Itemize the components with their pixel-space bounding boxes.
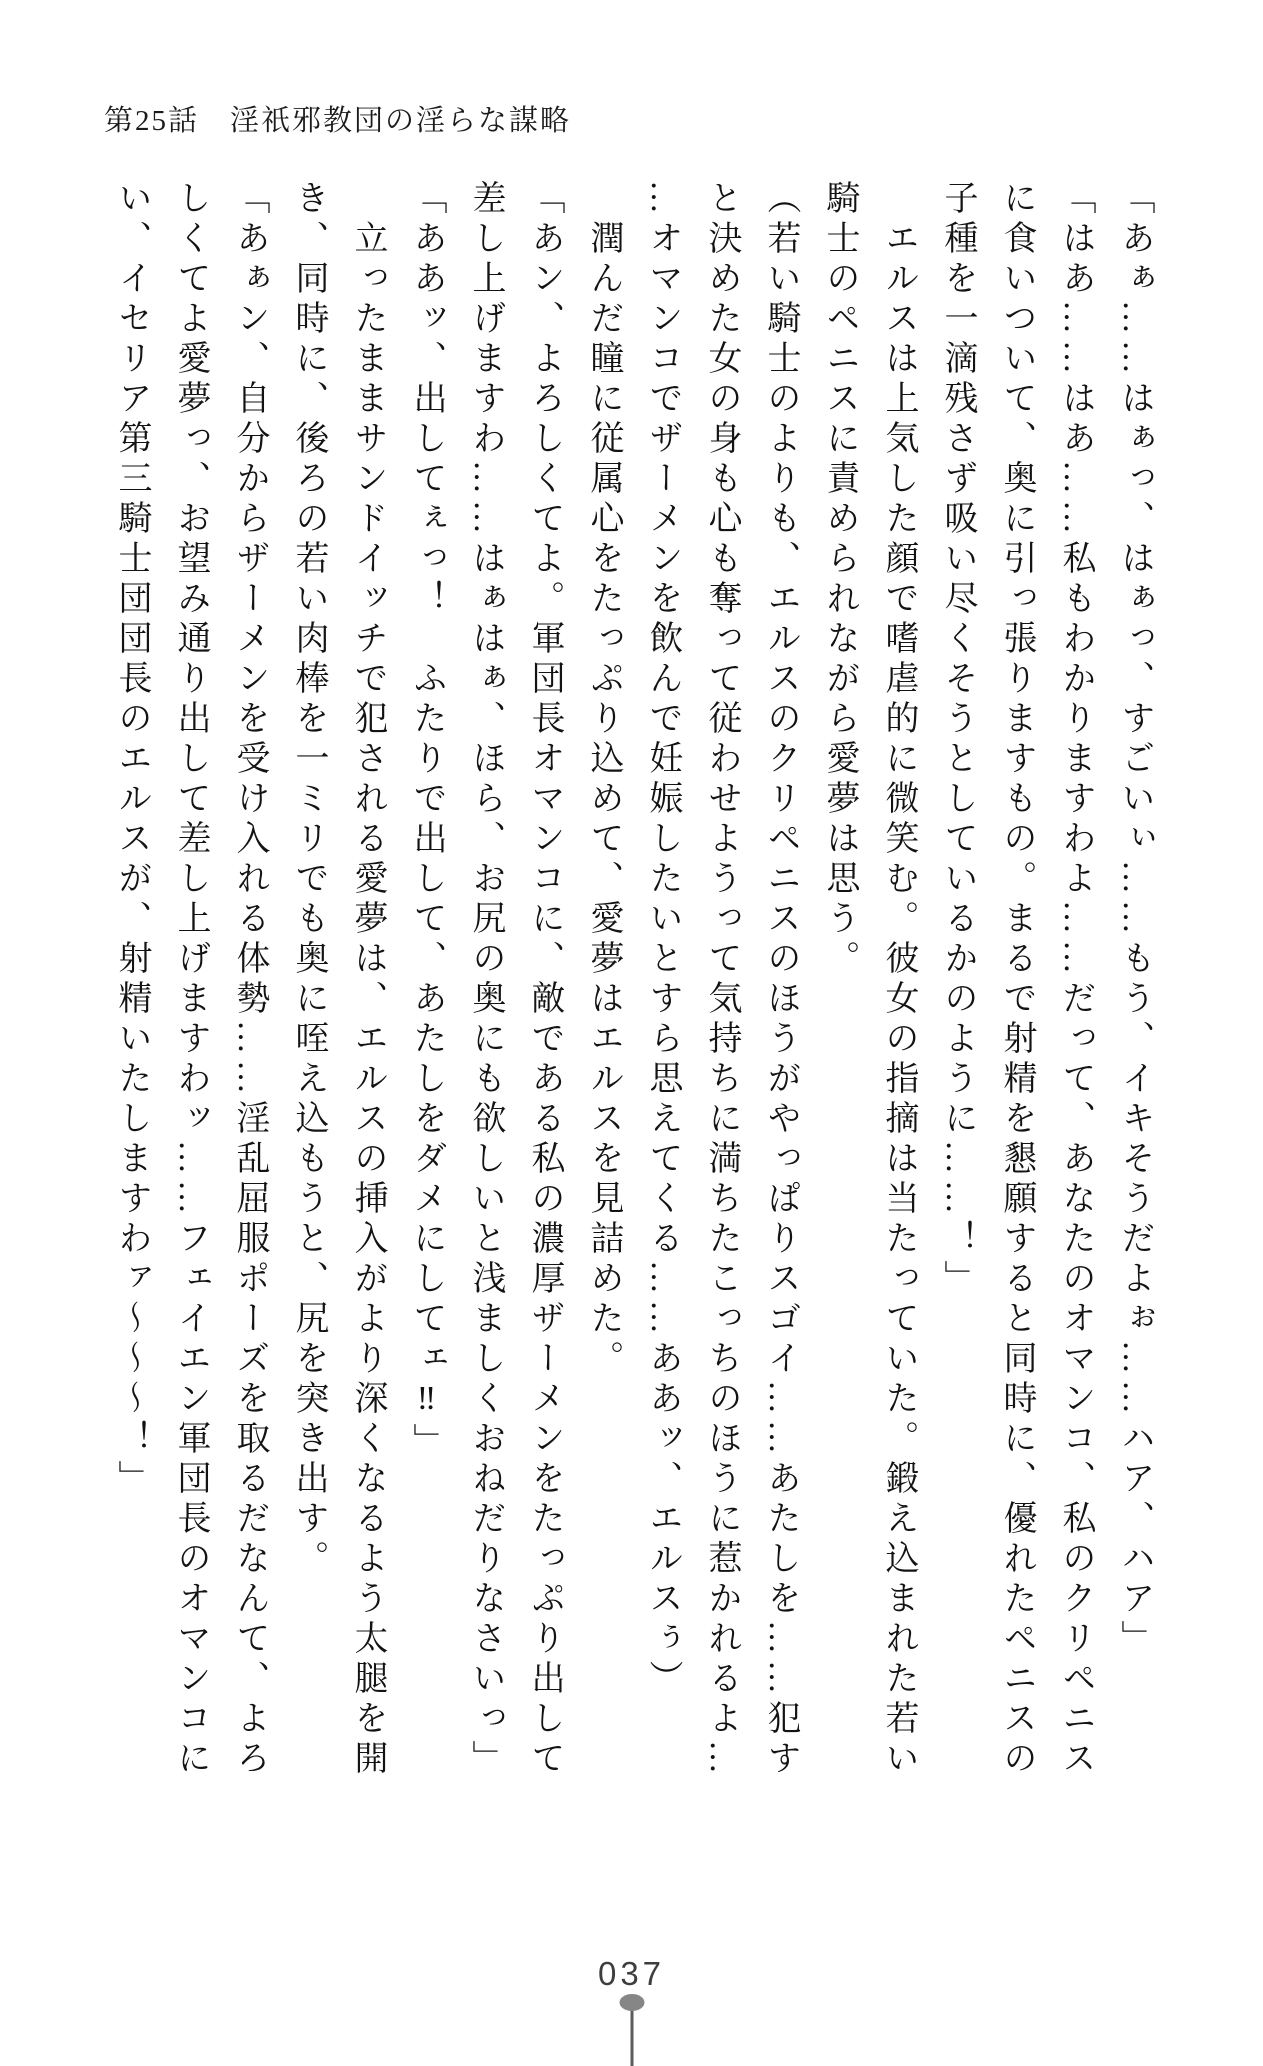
- text-column: 「あぁン、自分からザーメンを受け入れる体勢……淫乱屈服ポーズを取るだなんて、よろ: [231, 180, 268, 1780]
- text-column: 潤んだ瞳に従属心をたっぷり込めて、愛夢はエルスを見詰めた。: [585, 180, 622, 1380]
- text-column: 「あぁ……はぁっ、はぁっ、すごいぃ……もう、イキそうだよぉ……ハア、ハア」: [1116, 180, 1153, 1660]
- page-number: 037: [597, 1955, 666, 1992]
- text-column: …オマンコでザーメンを飲んで妊娠したいとすら思えてくる……ああッ、エルスぅ）: [644, 180, 681, 1700]
- text-column: と決めた女の身も心も奪って従わせようって気持ちに満ちたこっちのほうに惹かれるよ…: [703, 180, 740, 1780]
- text-column: き、同時に、後ろの若い肉棒を一ミリでも奥に咥え込もうと、尻を突き出す。: [290, 180, 327, 1580]
- chapter-heading: 第25話 淫祇邪教団の淫らな謀略: [104, 105, 572, 137]
- body-text: [102, 180, 1164, 1805]
- text-column: 騎士のペニスに責められながら愛夢は思う。: [821, 180, 858, 980]
- footer-dot-ornament: [619, 1994, 644, 2011]
- text-column: （若い騎士のよりも、エルスのクリペニスのほうがやっぱりスゴイ……あたしを……犯す: [762, 180, 799, 1780]
- text-column: 「ああッ、出してぇっ！ ふたりで出して、あたしをダメにしてェ‼」: [408, 180, 445, 1463]
- text-column: 差し上げますわ……はぁはぁ、ほら、お尻の奥にも欲しいと浅ましくおねだりなさいっ」: [467, 180, 504, 1780]
- text-column: 「はあ……はあ……私もわかりますわよ……だって、あなたのオマンコ、私のクリペニス: [1057, 180, 1094, 1780]
- text-column: い、イセリア第三騎士団団長のエルスが、射精いたしますわァ～～～！」: [113, 180, 150, 1500]
- text-column: 子種を一滴残さず吸い尽くそうとしているかのように……！」: [939, 180, 976, 1300]
- text-column: しくてよ愛夢っ、お望み通り出して差し上げますわッ……フェイエン軍団長のオマンコに: [172, 180, 209, 1780]
- text-column: に食いついて、奥に引っ張りますもの。まるで射精を懇願すると同時に、優れたペニスの: [998, 180, 1035, 1780]
- text-column: 「あン、よろしくてよ。軍団長オマンコに、敵である私の濃厚ザーメンをたっぷり出して: [526, 180, 563, 1780]
- text-column: 立ったままサンドイッチで犯される愛夢は、エルスの挿入がより深くなるよう太腿を開: [349, 180, 386, 1780]
- text-column: エルスは上気した顔で嗜虐的に微笑む。彼女の指摘は当たっていた。鍛え込まれた若い: [880, 180, 917, 1780]
